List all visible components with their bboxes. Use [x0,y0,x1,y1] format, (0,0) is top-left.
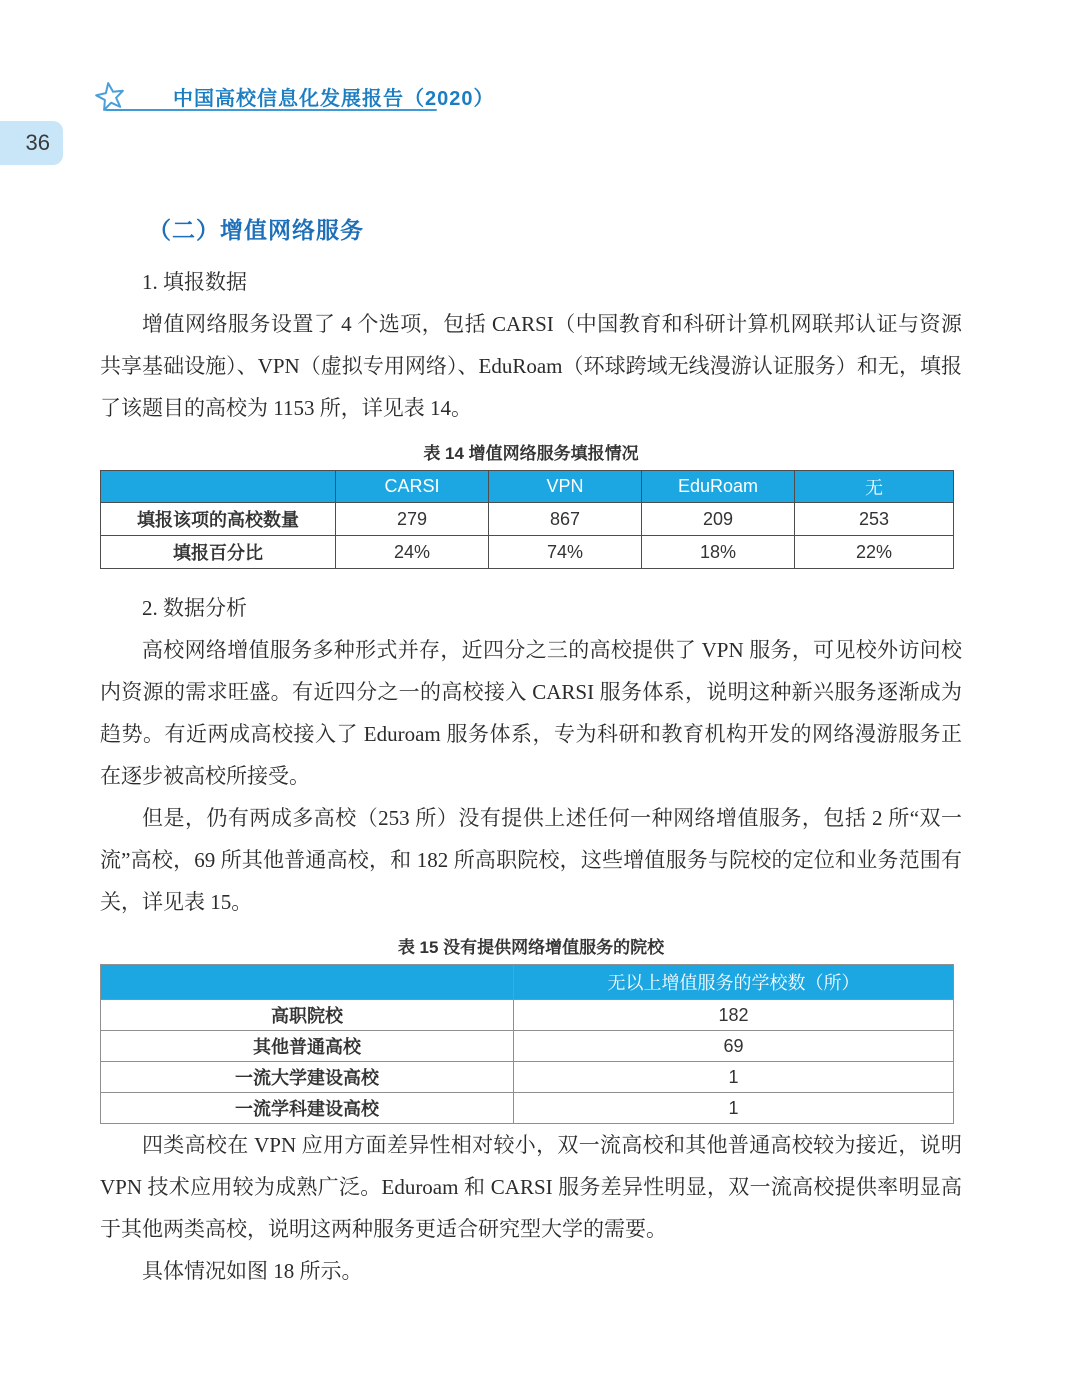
paragraph-5: 具体情况如图 18 所示。 [142,1259,363,1283]
table15-row-label: 一流学科建设高校 [101,1093,514,1124]
paragraph-2: 高校网络增值服务多种形式并存，近四分之三的高校提供了 VPN 服务，可见校外访问校内资源的需求旺盛。有近四分之一的高校接入 CARSI 服务体系，说明这种新兴服务逐渐成为趋势。有近两成高校接入了 Eduroam 服务体系，专为科研和教育机构开发的网络漫游服务正在逐步被高校所接受。 [100,638,962,788]
table15-cell: 1 [514,1093,954,1124]
table15 [100,964,954,1124]
table14-cell: 22% [795,536,954,569]
content-column [100,212,962,1292]
paragraph-1: 增值网络服务设置了 4 个选项，包括 CARSI（中国教育和科研计算机网联邦认证与资源共享基础设施）、VPN（虚拟专用网络）、EduRoam（环球跨域无线漫游认证服务）和无，填报了该题目的高校为 1153 所，详见表 14。 [100,312,962,420]
table15-title: 表 15 没有提供网络增值服务的院校 [397,938,665,957]
table14-cell: 24% [336,536,489,569]
table15-row [101,1062,954,1093]
table14-cell: 867 [489,503,642,536]
header-underline [105,109,437,111]
table14-header-carsi: CARSI [336,471,489,503]
table14-cell: 74% [489,536,642,569]
table15-header-count: 无以上增值服务的学校数（所） [514,965,954,1000]
sub-heading-2: 2. 数据分析 [142,596,247,620]
table14-row-percent-label: 填报百分比 [101,536,336,569]
table15-row [101,1093,954,1124]
table14-title: 表 14 增值网络服务填报情况 [423,444,639,463]
table15-row-label: 高职院校 [101,1000,514,1031]
paragraph-3: 但是，仍有两成多高校（253 所）没有提供上述任何一种网络增值服务，包括 2 所“双一流”高校，69 所其他普通高校，和 182 所高职院校，这些增值服务与院校的定位和业务范围有关，详见表 15。 [100,806,962,914]
table14-header-vpn: VPN [489,471,642,503]
header-title [173,82,495,111]
table15-cell: 69 [514,1031,954,1062]
table14-row-percent [101,536,954,569]
table14-header-eduroam: EduRoam [642,471,795,503]
table14-cell: 253 [795,503,954,536]
table14 [100,470,954,569]
header-title-suffix: （2020） [404,87,495,110]
table14-header-none: 无 [795,471,954,503]
table15-cell: 1 [514,1062,954,1093]
table14-header-empty [101,471,336,503]
sub-heading-1: 1. 填报数据 [142,270,247,294]
paragraph-4: 四类高校在 VPN 应用方面差异性相对较小，双一流高校和其他普通高校较为接近，说明 VPN 技术应用较为成熟广泛。Eduroam 和 CARSI 服务差异性明显，双一流高校提供率明显高于其他两类高校，说明这两种服务更适合研究型大学的需要。 [100,1133,962,1241]
page-number-tab [0,121,63,165]
table15-row-label: 一流大学建设高校 [101,1062,514,1093]
table14-cell: 209 [642,503,795,536]
page-number: 36 [25,130,50,155]
table15-row-label: 其他普通高校 [101,1031,514,1062]
star-icon [93,80,127,112]
table14-cell: 18% [642,536,795,569]
table14-header-row [101,471,954,503]
table15-row [101,1000,954,1031]
table15-header-empty [101,965,514,1000]
table15-row [101,1031,954,1062]
running-header [93,80,495,112]
section-heading: （二）增值网络服务 [148,217,364,243]
table15-header-row [101,965,954,1000]
header-title-main: 中国高校信息化发展报告 [173,87,404,110]
table14-row-counts [101,503,954,536]
table15-cell: 182 [514,1000,954,1031]
table14-row-counts-label: 填报该项的高校数量 [101,503,336,536]
table14-cell: 279 [336,503,489,536]
